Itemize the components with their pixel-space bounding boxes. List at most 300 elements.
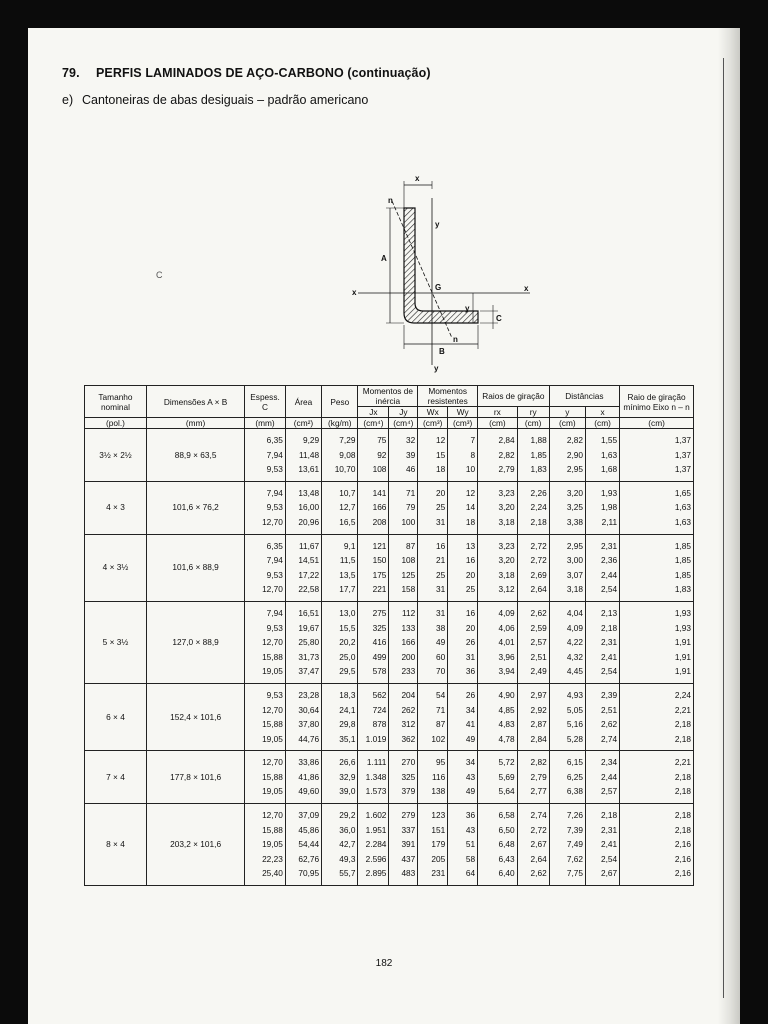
- cell-value: 3,18: [566, 584, 583, 595]
- cell-rx: [478, 683, 518, 750]
- cell-value: 10,70: [334, 464, 356, 475]
- cell-value: 2,67: [530, 839, 547, 850]
- cell-espess: [245, 481, 286, 534]
- cell-value: 7,94: [266, 555, 283, 566]
- cell-value: 37,09: [298, 810, 320, 821]
- cell-value: 2,18: [674, 824, 691, 835]
- header-espess: Espess. C: [245, 386, 286, 418]
- cell-rx: [478, 751, 518, 804]
- cell-value: 12,70: [262, 704, 283, 715]
- cell-value: 1,63: [674, 516, 691, 527]
- cell-value: 15: [435, 449, 446, 460]
- cell-value: 2,54: [601, 853, 618, 864]
- cell-x: [586, 481, 620, 534]
- cell-value: 2,36: [601, 555, 618, 566]
- cell-value: 15,88: [262, 719, 283, 730]
- cell-value: 578: [372, 666, 387, 677]
- cell-value: 2,51: [601, 704, 618, 715]
- unit-raio-minimo: (cm): [620, 418, 694, 429]
- cell-value: 4,85: [498, 704, 515, 715]
- cell-value: 9,53: [266, 622, 283, 633]
- cell-value: 1.019: [365, 733, 387, 744]
- cell-value: 2,77: [530, 786, 547, 797]
- cell-value: 1,85: [674, 569, 691, 580]
- cell-peso: [322, 683, 358, 750]
- table-row-group: [85, 481, 694, 534]
- header-x: x: [586, 407, 620, 418]
- table-row-group: [85, 601, 694, 683]
- cell-value: 19,05: [262, 733, 283, 744]
- cell-value: 1,55: [601, 435, 618, 445]
- label-x-top: x: [415, 174, 420, 183]
- cell-nominal: 6 × 4: [85, 683, 147, 750]
- cell-value: 2,95: [566, 464, 583, 475]
- cell-value: 19,67: [298, 622, 320, 633]
- cell-value: 21: [435, 555, 446, 566]
- cell-value: 45,86: [298, 824, 320, 835]
- cell-value: 6,15: [566, 757, 583, 768]
- cell-value: 31: [435, 607, 446, 618]
- header-jx: Jx: [358, 407, 389, 418]
- cell-value: 7,29: [339, 435, 356, 445]
- cell-value: 3,38: [566, 516, 583, 527]
- cell-value: 141: [372, 487, 387, 498]
- cell-value: 31: [465, 651, 476, 662]
- cell-x: [586, 683, 620, 750]
- cell-value: 2.284: [365, 839, 387, 850]
- cell-y: [549, 429, 585, 482]
- cell-value: 79: [406, 502, 416, 513]
- unit-peso: (kg/m): [322, 418, 358, 429]
- cell-wx: [418, 683, 448, 750]
- cell-value: 2,72: [530, 540, 547, 551]
- cell-value: 32: [406, 435, 416, 445]
- cell-area: [285, 751, 321, 804]
- cell-value: 1,91: [674, 651, 691, 662]
- cell-value: 42,7: [339, 839, 356, 850]
- cell-espess: [245, 601, 286, 683]
- cell-value: 2,72: [530, 824, 547, 835]
- cell-espess: [245, 751, 286, 804]
- cell-value: 43: [465, 771, 476, 782]
- cell-value: 6,58: [498, 810, 515, 821]
- cell-value: 44,76: [298, 733, 320, 744]
- cell-value: 7,94: [266, 487, 283, 498]
- cell-value: 3,18: [498, 569, 515, 580]
- cell-value: 2,79: [498, 464, 515, 475]
- cell-value: 200: [401, 651, 416, 662]
- label-y-top: y: [435, 220, 440, 229]
- label-y-bottom: y: [434, 364, 439, 373]
- unit-wy: (cm³): [448, 418, 478, 429]
- cell-value: 49: [435, 637, 446, 648]
- cell-value: 26: [465, 637, 476, 648]
- cell-value: 37,80: [298, 719, 320, 730]
- table-row-group: [85, 804, 694, 886]
- cell-value: 11,5: [339, 555, 356, 566]
- cell-value: 2,74: [530, 810, 547, 821]
- cell-jx: [358, 683, 389, 750]
- cell-value: 4,01: [498, 637, 515, 648]
- cell-value: 41,86: [298, 771, 320, 782]
- cell-wy: [448, 751, 478, 804]
- cell-value: 95: [435, 757, 446, 768]
- cell-value: 51: [465, 839, 476, 850]
- cell-value: 108: [401, 555, 416, 566]
- cell-value: 158: [401, 584, 416, 595]
- cell-value: 2,79: [530, 771, 547, 782]
- cell-jx: [358, 429, 389, 482]
- cell-x: [586, 751, 620, 804]
- cell-value: 2,95: [566, 540, 583, 551]
- cell-y: [549, 481, 585, 534]
- document-page: [28, 28, 740, 1024]
- cell-value: 2,92: [530, 704, 547, 715]
- cell-value: 3,12: [498, 584, 515, 595]
- cell-value: 108: [372, 464, 387, 475]
- cell-value: 362: [401, 733, 416, 744]
- cell-value: 2,41: [601, 839, 618, 850]
- cell-area: [285, 804, 321, 886]
- cell-value: 16,51: [298, 607, 320, 618]
- cell-jy: [389, 751, 418, 804]
- cell-value: 9,53: [266, 689, 283, 700]
- cell-value: 2,21: [674, 704, 691, 715]
- cell-value: 3,18: [498, 516, 515, 527]
- cell-value: 562: [372, 689, 387, 700]
- header-jy: Jy: [389, 407, 418, 418]
- cell-value: 7,94: [266, 449, 283, 460]
- cell-value: 233: [401, 666, 416, 677]
- cell-value: 92: [377, 449, 387, 460]
- cell-value: 4,22: [566, 637, 583, 648]
- cell-ry: [517, 534, 549, 601]
- cell-value: 22,58: [298, 584, 320, 595]
- cell-value: 1,91: [674, 637, 691, 648]
- cell-wx: [418, 429, 448, 482]
- cell-value: 6,25: [566, 771, 583, 782]
- cell-value: 2,84: [498, 435, 515, 445]
- cell-nominal: 4 × 3½: [85, 534, 147, 601]
- cell-value: 325: [372, 622, 387, 633]
- label-x-left: x: [352, 288, 357, 297]
- unit-ry: (cm): [517, 418, 549, 429]
- cell-value: 1,65: [674, 487, 691, 498]
- cell-value: 5,28: [566, 733, 583, 744]
- cell-value: 36: [465, 666, 476, 677]
- cell-dimensions: 88,9 × 63,5: [146, 429, 244, 482]
- cell-wx: [418, 751, 448, 804]
- cell-value: 279: [401, 810, 416, 821]
- cell-value: 7,94: [266, 607, 283, 618]
- cell-value: 166: [401, 637, 416, 648]
- cell-value: 20,96: [298, 516, 320, 527]
- cell-jy: [389, 601, 418, 683]
- cell-ry: [517, 683, 549, 750]
- cell-value: 12,70: [262, 584, 283, 595]
- cell-y: [549, 804, 585, 886]
- cell-value: 33,86: [298, 757, 320, 768]
- cell-value: 204: [401, 689, 416, 700]
- cell-value: 12,70: [262, 516, 283, 527]
- cell-value: 62,76: [298, 853, 320, 864]
- cell-value: 4,04: [566, 607, 583, 618]
- cell-wy: [448, 429, 478, 482]
- cell-value: 2,64: [530, 584, 547, 595]
- cell-value: 2,49: [530, 666, 547, 677]
- section-subtitle: [62, 93, 368, 107]
- cell-value: 49: [465, 786, 476, 797]
- cell-value: 499: [372, 651, 387, 662]
- cell-rx: [478, 429, 518, 482]
- cell-value: 2,54: [601, 666, 618, 677]
- cell-value: 2,34: [601, 757, 618, 768]
- cell-x: [586, 534, 620, 601]
- cell-value: 379: [401, 786, 416, 797]
- cell-peso: [322, 804, 358, 886]
- cell-value: 2,82: [498, 449, 515, 460]
- label-b: B: [439, 347, 445, 356]
- cell-value: 5,69: [498, 771, 515, 782]
- cell-value: 1.573: [365, 786, 387, 797]
- cell-value: 30,64: [298, 704, 320, 715]
- cell-value: 16: [465, 607, 476, 618]
- cell-value: 15,88: [262, 824, 283, 835]
- cell-value: 2.895: [365, 868, 387, 879]
- cell-value: 2,82: [530, 757, 547, 768]
- cell-value: 34: [465, 757, 476, 768]
- cell-area: [285, 534, 321, 601]
- cell-value: 2,11: [601, 516, 618, 527]
- cell-nominal: 4 × 3: [85, 481, 147, 534]
- cell-value: 166: [372, 502, 387, 513]
- cell-value: 1,85: [530, 449, 547, 460]
- table-row-group: [85, 683, 694, 750]
- cell-value: 1,83: [674, 584, 691, 595]
- header-y: y: [549, 407, 585, 418]
- cell-wy: [448, 534, 478, 601]
- cell-value: 25: [465, 584, 476, 595]
- cell-value: 2,18: [601, 810, 618, 821]
- cell-ry: [517, 751, 549, 804]
- cell-value: 75: [377, 435, 387, 445]
- cell-value: 138: [431, 786, 446, 797]
- cell-value: 270: [401, 757, 416, 768]
- cell-wx: [418, 481, 448, 534]
- cell-value: 9,08: [339, 449, 356, 460]
- cell-value: 7,26: [566, 810, 583, 821]
- cell-value: 17,22: [298, 569, 320, 580]
- cell-value: 64: [465, 868, 476, 879]
- cell-value: 2,64: [530, 853, 547, 864]
- subtitle-label: e): [62, 93, 74, 107]
- cell-value: 16,5: [339, 516, 356, 527]
- cell-value: 5,64: [498, 786, 515, 797]
- cell-jy: [389, 481, 418, 534]
- cell-ry: [517, 601, 549, 683]
- cell-value: 12: [465, 487, 476, 498]
- cell-jy: [389, 534, 418, 601]
- cell-value: 11,67: [298, 540, 320, 551]
- cell-value: 3,23: [498, 487, 515, 498]
- cell-value: 41: [465, 719, 476, 730]
- cell-value: 1,98: [601, 502, 618, 513]
- cell-value: 2,18: [530, 516, 547, 527]
- cell-value: 416: [372, 637, 387, 648]
- cell-value: 2.596: [365, 853, 387, 864]
- cell-value: 3,25: [566, 502, 583, 513]
- cell-x: [586, 804, 620, 886]
- cell-value: 3,20: [498, 502, 515, 513]
- cell-value: 2,18: [674, 810, 691, 821]
- cell-value: 2,18: [674, 719, 691, 730]
- cell-value: 15,5: [339, 622, 356, 633]
- cell-wy: [448, 804, 478, 886]
- cell-value: 133: [401, 622, 416, 633]
- cell-value: 43: [465, 824, 476, 835]
- cell-value: 14: [465, 502, 476, 513]
- header-wx: Wx: [418, 407, 448, 418]
- cell-nominal: 7 × 4: [85, 751, 147, 804]
- cell-value: 1,93: [674, 607, 691, 618]
- header-dimensoes: Dimensões A × B: [146, 386, 244, 418]
- cell-value: 70,95: [298, 868, 320, 879]
- cell-value: 9,53: [266, 569, 283, 580]
- cell-value: 2,26: [530, 487, 547, 498]
- cell-value: 205: [431, 853, 446, 864]
- cell-value: 49,60: [298, 786, 320, 797]
- cell-value: 17,7: [339, 584, 356, 595]
- cell-value: 19,05: [262, 786, 283, 797]
- cell-value: 23,28: [298, 689, 320, 700]
- cell-value: 7,62: [566, 853, 583, 864]
- cell-value: 12,7: [339, 502, 356, 513]
- cell-value: 3,23: [498, 540, 515, 551]
- cell-value: 39,0: [339, 786, 356, 797]
- cell-espess: [245, 429, 286, 482]
- cell-value: 275: [372, 607, 387, 618]
- cell-peso: [322, 534, 358, 601]
- cell-value: 2,62: [530, 607, 547, 618]
- unit-dimensoes: (mm): [146, 418, 244, 429]
- cell-value: 2,18: [674, 733, 691, 744]
- label-n-top: n: [388, 196, 393, 205]
- cell-value: 175: [372, 569, 387, 580]
- unit-espess: (mm): [245, 418, 286, 429]
- cell-value: 13,5: [339, 569, 356, 580]
- cell-value: 58: [465, 853, 476, 864]
- table-body: [85, 429, 694, 886]
- cell-value: 2,97: [530, 689, 547, 700]
- cell-value: 20: [435, 487, 446, 498]
- cell-value: 1,68: [601, 464, 618, 475]
- cell-y: [549, 683, 585, 750]
- cell-value: 724: [372, 704, 387, 715]
- cell-value: 71: [435, 704, 446, 715]
- cell-y: [549, 534, 585, 601]
- cell-value: 37,47: [298, 666, 320, 677]
- cell-value: 12,70: [262, 637, 283, 648]
- cell-value: 49: [465, 733, 476, 744]
- cell-value: 100: [401, 516, 416, 527]
- cell-y: [549, 751, 585, 804]
- cell-jy: [389, 429, 418, 482]
- cell-value: 102: [431, 733, 446, 744]
- cell-nominal: 3½ × 2½: [85, 429, 147, 482]
- cell-wx: [418, 601, 448, 683]
- cell-area: [285, 429, 321, 482]
- cell-value: 36,0: [339, 824, 356, 835]
- cell-value: 1,37: [674, 464, 691, 475]
- label-n-bottom: n: [453, 335, 458, 344]
- cell-value: 2,62: [601, 719, 618, 730]
- cell-value: 6,43: [498, 853, 515, 864]
- cell-value: 16: [465, 555, 476, 566]
- cell-dimensions: 152,4 × 101,6: [146, 683, 244, 750]
- cell-peso: [322, 601, 358, 683]
- header-raio-minimo: Raio de giração mínimo Eixo n – n: [620, 386, 694, 418]
- unit-tamanho: (pol.): [85, 418, 147, 429]
- cell-value: 2,39: [601, 689, 618, 700]
- cell-value: 13: [465, 540, 476, 551]
- cell-value: 2,69: [530, 569, 547, 580]
- cell-value: 150: [372, 555, 387, 566]
- cell-value: 6,38: [566, 786, 583, 797]
- cell-value: 26: [465, 689, 476, 700]
- cell-value: 31: [435, 516, 446, 527]
- cell-value: 29,8: [339, 719, 356, 730]
- header-peso: Peso: [322, 386, 358, 418]
- cell-value: 3,00: [566, 555, 583, 566]
- cell-value: 1,91: [674, 666, 691, 677]
- cell-value: 2,24: [530, 502, 547, 513]
- cell-value: 20: [465, 622, 476, 633]
- unit-rx: (cm): [478, 418, 518, 429]
- cell-value: 4,93: [566, 689, 583, 700]
- angle-profile-diagram: [308, 143, 528, 383]
- header-momentos-resistentes: Momentos resistentes: [418, 386, 478, 407]
- cell-value: 20: [465, 569, 476, 580]
- cell-dimensions: 101,6 × 76,2: [146, 481, 244, 534]
- cell-value: 4,09: [498, 607, 515, 618]
- cell-value: 13,48: [298, 487, 320, 498]
- cell-value: 7,39: [566, 824, 583, 835]
- cell-rx: [478, 601, 518, 683]
- cell-value: 4,83: [498, 719, 515, 730]
- cell-value: 13,61: [298, 464, 320, 475]
- cell-value: 18: [435, 464, 446, 475]
- table-row-group: [85, 751, 694, 804]
- cell-value: 3,20: [566, 487, 583, 498]
- cell-value: 31: [435, 584, 446, 595]
- cell-value: 2,54: [601, 584, 618, 595]
- cell-value: 1,63: [674, 502, 691, 513]
- cell-value: 38: [435, 622, 446, 633]
- cell-value: 7,75: [566, 868, 583, 879]
- cell-value: 10: [465, 464, 476, 475]
- cell-value: 34: [465, 704, 476, 715]
- section-title: [62, 66, 431, 80]
- header-raios: Raios de giração: [478, 386, 550, 407]
- cell-value: 2,44: [601, 569, 618, 580]
- cell-value: 1,88: [530, 435, 547, 445]
- cell-value: 9,29: [302, 435, 320, 445]
- cell-value: 2,41: [601, 651, 618, 662]
- cell-x: [586, 601, 620, 683]
- cell-value: 15,88: [262, 651, 283, 662]
- header-rx: rx: [478, 407, 518, 418]
- cell-value: 2,31: [601, 637, 618, 648]
